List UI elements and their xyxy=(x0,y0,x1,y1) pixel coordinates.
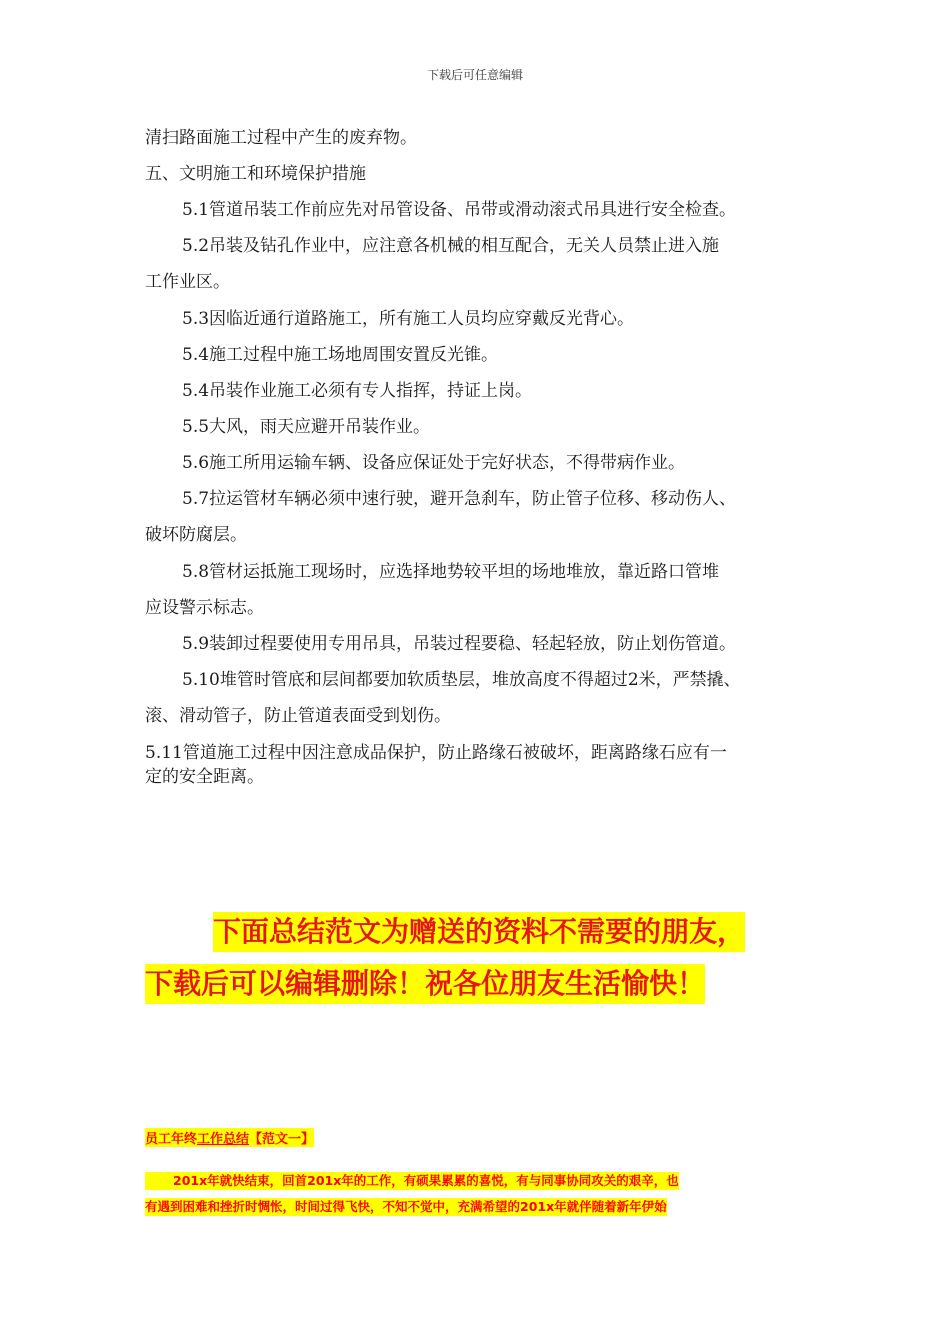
promo-banner-line2: 下载后可以编辑删除！祝各位朋友生活愉快！ xyxy=(145,964,705,1004)
paragraph-line: 5.9装卸过程要使用专用吊具，吊装过程要稳、轻起轻放，防止划伤管道。 xyxy=(182,634,737,654)
paragraph-line: 5.2吊装及钻孔作业中，应注意各机械的相互配合，无关人员禁止进入施 xyxy=(182,236,720,256)
paragraph-line: 5.1管道吊装工作前应先对吊管设备、吊带或滑动滚式吊具进行安全检查。 xyxy=(182,200,737,220)
paragraph-line: 清扫路面施工过程中产生的废弃物。 xyxy=(145,128,417,148)
paragraph-line: 滚、滑动管子，防止管道表面受到划伤。 xyxy=(145,706,451,726)
section-title-part: 员工年终 xyxy=(145,1132,198,1147)
paragraph-line: 5.4吊装作业施工必须有专人指挥，持证上岗。 xyxy=(182,381,533,401)
section-heading: 五、文明施工和环境保护措施 xyxy=(145,164,366,184)
paragraph-line: 5.11管道施工过程中因注意成品保护，防止路缘石被破坏，距离路缘石应有一 xyxy=(145,743,727,763)
promo-banner-line1: 下面总结范文为赠送的资料不需要的朋友， xyxy=(213,912,745,952)
page-header: 下载后可任意编辑 xyxy=(426,68,523,82)
paragraph-line: 工作业区。 xyxy=(145,272,230,292)
paragraph-line: 定的安全距离。 xyxy=(145,767,264,787)
paragraph-line: 破坏防腐层。 xyxy=(145,525,247,545)
section-title-part: 【范文一】 xyxy=(249,1132,315,1147)
paragraph-line: 5.10堆管时管底和层间都要加软质垫层，堆放高度不得超过2米，严禁撬、 xyxy=(182,670,741,690)
paragraph-line: 5.7拉运管材车辆必须中速行驶，避开急刹车，防止管子位移、移动伤人、 xyxy=(182,489,737,509)
paragraph-line: 5.6施工所用运输车辆、设备应保证处于完好状态，不得带病作业。 xyxy=(182,453,686,473)
paragraph-line: 应设警示标志。 xyxy=(145,598,264,618)
summary-line: 有遇到困难和挫折时惆怅，时间过得飞快，不知不觉中，充满希望的201x年就伴随着新年伊始 xyxy=(145,1199,667,1214)
paragraph-line: 5.5大风，雨天应避开吊装作业。 xyxy=(182,417,431,437)
paragraph-line: 5.8管材运抵施工现场时，应选择地势较平坦的场地堆放，靠近路口管堆 xyxy=(182,562,720,582)
summary-line: 201x年就快结束，回首201x年的工作，有硕果累累的喜悦，有与同事协同攻关的艰辛，也 xyxy=(145,1172,679,1190)
section-title xyxy=(145,1128,314,1147)
section-title-link: 工作总结 xyxy=(197,1132,250,1147)
paragraph-line: 5.3因临近通行道路施工，所有施工人员均应穿戴反光背心。 xyxy=(182,309,635,329)
paragraph-line: 5.4施工过程中施工场地周围安置反光锥。 xyxy=(182,345,499,365)
